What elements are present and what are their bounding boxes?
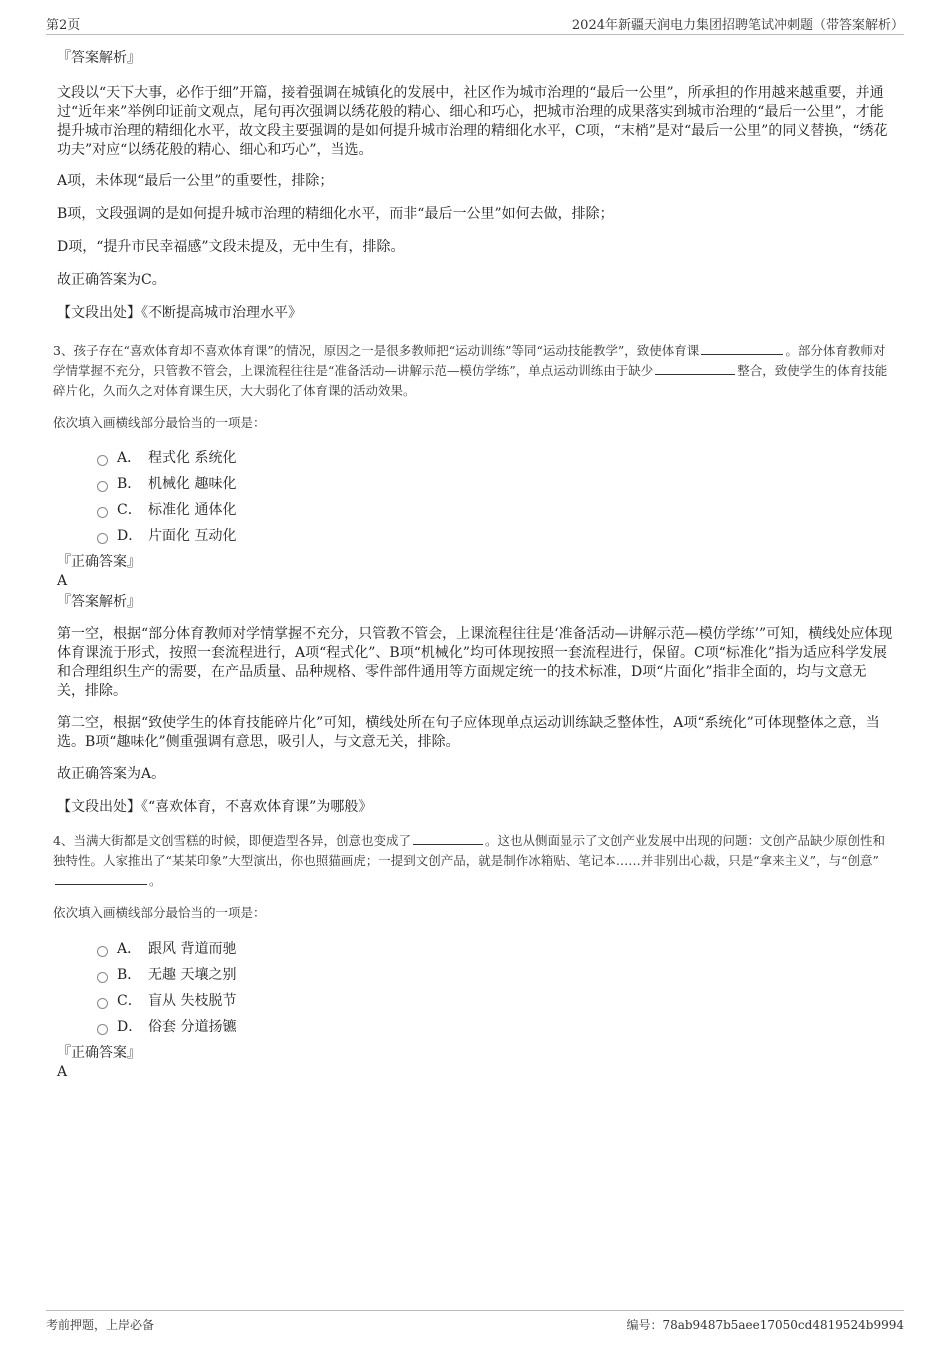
q3-option-d[interactable]: D． 片面化 互动化	[97, 523, 893, 549]
q3-answer: A	[57, 573, 68, 589]
q4-option-c[interactable]: C． 盲从 失枝脱节	[97, 988, 893, 1014]
q4-blank-1	[413, 832, 483, 845]
q3-stem-part3: 整合，致使学生的体育技能碎片化，久而久之对体育课生厌，大大弱化了体育课的活动效果。	[53, 363, 888, 398]
q3-stem-part2: 。部分体育教师对学情掌握不充分，只管教不管会，上课流程往往是“准备活动—讲解示范—模仿学练”，单点运动训练由于缺少	[53, 343, 886, 378]
radio-icon[interactable]	[97, 946, 108, 957]
q4-option-d[interactable]: D． 俗套 分道扬镳	[97, 1014, 893, 1040]
radio-icon[interactable]	[97, 998, 108, 1009]
q2-source: 【文段出处】《不断提高城市治理水平》	[57, 305, 302, 321]
q3-option-b[interactable]: B． 机械化 趣味化	[97, 471, 893, 497]
radio-icon[interactable]	[97, 533, 108, 544]
q3-option-a[interactable]: A． 程式化 系统化	[97, 445, 893, 471]
q3-analysis-p3: 故正确答案为A。	[57, 766, 166, 782]
page-header	[46, 14, 904, 35]
radio-icon[interactable]	[97, 507, 108, 518]
q3-stem	[53, 341, 893, 401]
q4-answer-label: 『正确答案』	[57, 1045, 141, 1061]
q4-options	[97, 936, 893, 1040]
q4-instruction: 依次填入画横线部分最恰当的一项是：	[53, 905, 266, 920]
footer-slogan: 考前押题，上岸必备	[46, 1318, 155, 1332]
q3-stem-part1: 3、孩子存在“喜欢体育却不喜欢体育课”的情况，原因之一是很多教师把“运动训练”等同“运动技能教学”，致使体育课	[53, 343, 700, 358]
q2-analysis-p4: D项，“提升市民幸福感”文段未提及，无中生有，排除。	[57, 239, 405, 255]
document-serial: 编号：78ab9487b5aee17050cd4819524b9994	[626, 1318, 904, 1332]
q4-option-a[interactable]: A． 跟风 背道而驰	[97, 936, 893, 962]
q2-analysis-p3: B项，文段强调的是如何提升城市治理的精细化水平，而非“最后一公里”如何去做，排除；	[57, 206, 614, 222]
q3-answer-label: 『正确答案』	[57, 554, 141, 570]
q3-source: 【文段出处】《“喜欢体育，不喜欢体育课”为哪般》	[57, 799, 373, 815]
radio-icon[interactable]	[97, 481, 108, 492]
q3-blank-1	[701, 342, 783, 355]
radio-icon[interactable]	[97, 455, 108, 466]
radio-icon[interactable]	[97, 972, 108, 983]
q4-blank-2	[55, 872, 147, 885]
q2-analysis-p5: 故正确答案为C。	[57, 272, 166, 288]
q4-stem-part1: 4、当满大街都是文创雪糕的时候，即便造型各异，创意也变成了	[53, 833, 411, 848]
q3-blank-2	[655, 362, 735, 375]
page-footer	[46, 1310, 904, 1333]
q2-analysis-p1: 文段以“天下大事，必作于细”开篇，接着强调在城镇化的发展中，社区作为城市治理的“最后一公里”，所承担的作用越来越重要，并通过“近年来”举例印证前文观点，尾句再次强调以绣花般的精心、细心和巧心，把城市治理的成果落实到城市治理的“最后一公里”，才能提升城市治理的精细化水平，故文段主要强调的是如何提升城市治理的精细化水平，C项，“末梢”是对“最后一公里”的同义替换，“绣花功夫”对应“以绣花般的精心、细心和巧心”，当选。	[57, 85, 888, 158]
document-title: 2024年新疆天润电力集团招聘笔试冲刺题（带答案解析）	[571, 18, 904, 33]
q3-instruction: 依次填入画横线部分最恰当的一项是：	[53, 415, 266, 430]
page-content	[53, 44, 893, 1082]
q4-stem-part2: 。这也从侧面显示了文创产业发展中出现的问题：文创产品缺少原创性和独特性。人家推出了“某某印象”大型演出，你也照猫画虎；一提到文创产品，就是制作冰箱贴、笔记本……并非别出心裁，只是“拿来主义”，与“创意”	[53, 833, 885, 868]
q3-analysis-label: 『答案解析』	[57, 594, 141, 610]
q4-option-b[interactable]: B． 无趣 天壤之别	[97, 962, 893, 988]
page-number: 第2页	[46, 18, 81, 33]
q3-analysis-p2: 第二空，根据“致使学生的体育技能碎片化”可知，横线处所在句子应体现单点运动训练缺乏整体性，A项“系统化”可体现整体之意，当选。B项“趣味化”侧重强调有意思，吸引人，与文意无关，排除。	[57, 715, 880, 750]
q2-analysis-p2: A项，未体现“最后一公里”的重要性，排除；	[57, 173, 334, 189]
q3-analysis-p1: 第一空，根据“部分体育教师对学情掌握不充分，只管教不管会，上课流程往往是‘准备活动—讲解示范—模仿学练’”可知，横线处应体现体育课流于形式，按照一套流程进行，A项“程式化”、B项“机械化”均可体现按照一套流程进行，保留。C项“标准化”指为适应科学发展和合理组织生产的需要，在产品质量、品种规格、零件部件通用等方面规定统一的技术标准，D项“片面化”指非全面的，均与文意无关，排除。	[57, 626, 893, 699]
q4-stem	[53, 831, 893, 891]
q4-answer: A	[57, 1064, 68, 1080]
q3-options	[97, 445, 893, 549]
q3-option-c[interactable]: C． 标准化 通体化	[97, 497, 893, 523]
radio-icon[interactable]	[97, 1024, 108, 1035]
q4-stem-part3: 。	[149, 873, 162, 888]
q2-analysis-label: 『答案解析』	[57, 50, 141, 66]
